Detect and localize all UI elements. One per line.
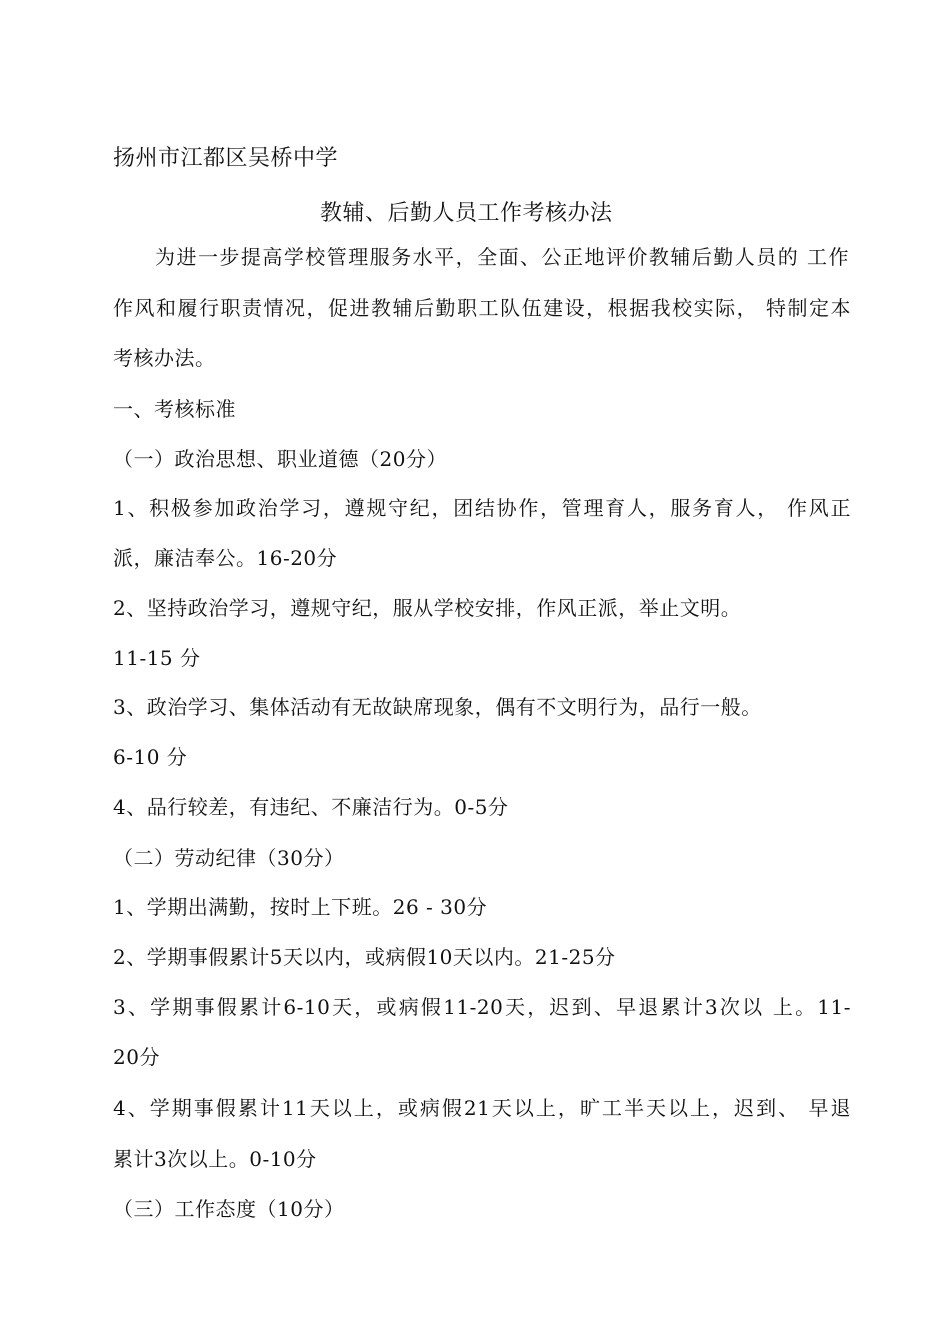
part2-item3-line1: 3、学期事假累计6-10天，或病假11-20天，迟到、早退累计3次以 上。11-: [113, 995, 851, 1019]
part1-heading: （一）政治思想、职业道德（20分）: [113, 447, 447, 471]
part1-item1-line2: 派，廉洁奉公。16-20分: [113, 546, 338, 570]
part2-item1-line1: 1、学期出满勤，按时上下班。26 - 30分: [113, 895, 488, 919]
part2-item2-line1: 2、学期事假累计5天以内，或病假10天以内。21-25分: [113, 945, 616, 969]
part1-item1-line1: 1、积极参加政治学习，遵规守纪，团结协作，管理育人，服务育人， 作风正: [113, 496, 851, 520]
intro-line-3: 考核办法。: [113, 346, 216, 370]
organization-name: 扬州市江都区吴桥中学: [113, 146, 339, 171]
section-heading-standards: 一、考核标准: [113, 397, 236, 421]
part1-item3-line2: 6-10 分: [113, 745, 188, 769]
part1-item4-line1: 4、品行较差，有违纪、不廉洁行为。0-5分: [113, 795, 509, 819]
part2-item4-line1: 4、学期事假累计11天以上，或病假21天以上，旷工半天以上，迟到、 早退: [113, 1096, 851, 1120]
document-title: 教辅、后勤人员工作考核办法: [320, 201, 613, 226]
intro-line-2: 作风和履行职责情况，促进教辅后勤职工队伍建设，根据我校实际， 特制定本: [113, 296, 851, 320]
part2-item4-line2: 累计3次以上。0-10分: [113, 1147, 317, 1171]
part1-item2-line2: 11-15 分: [113, 646, 201, 670]
part3-heading: （三）工作态度（10分）: [113, 1197, 345, 1221]
part2-item3-line2: 20分: [113, 1045, 160, 1069]
intro-line-1: 为进一步提高学校管理服务水平，全面、公正地评价教辅后勤人员的 工作: [155, 245, 849, 269]
part1-item3-line1: 3、政治学习、集体活动有无故缺席现象，偶有不文明行为，品行一般。: [113, 695, 762, 719]
part1-item2-line1: 2、坚持政治学习，遵规守纪，服从学校安排，作风正派，举止文明。: [113, 596, 742, 620]
part2-heading: （二）劳动纪律（30分）: [113, 846, 345, 870]
